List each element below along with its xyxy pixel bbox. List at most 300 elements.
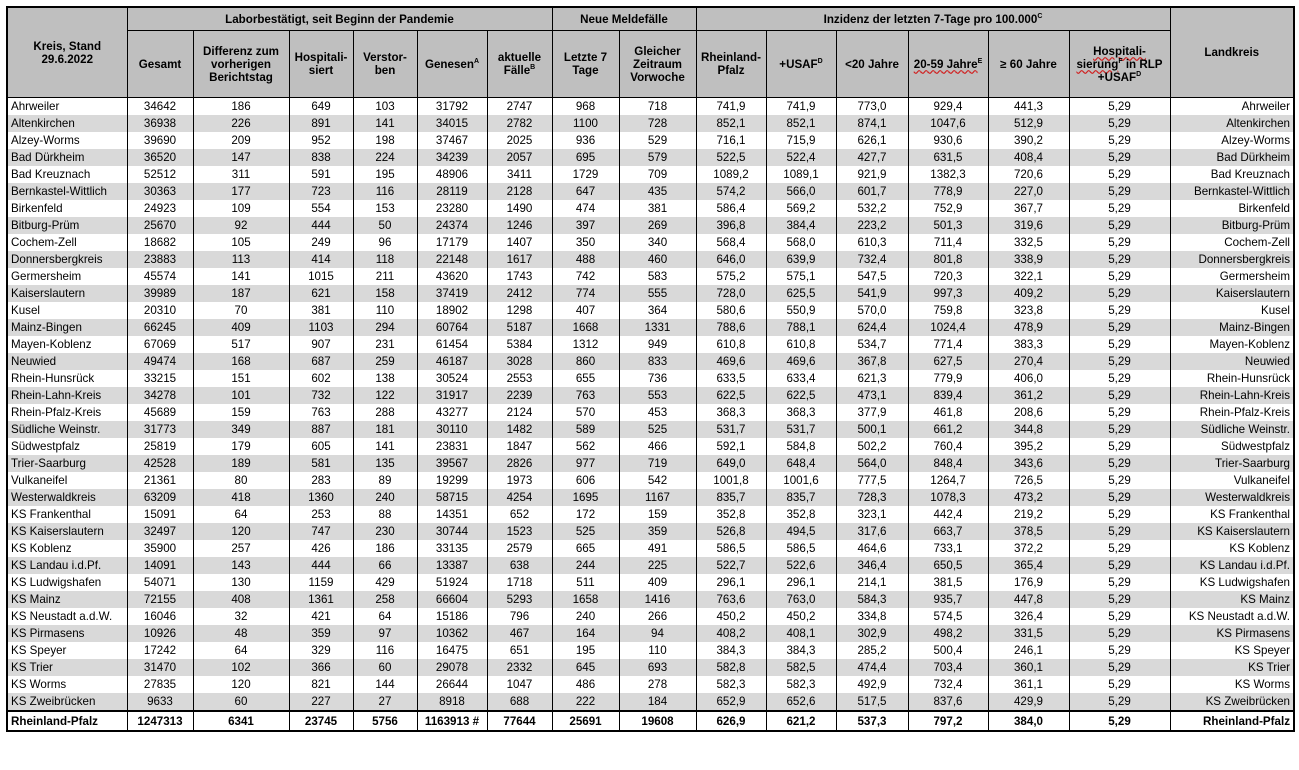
- cell-inzidenz-rlp: 531,7: [696, 421, 766, 438]
- table-row: [7, 659, 1294, 676]
- cell-inzidenz-ueber-60: 361,1: [988, 676, 1069, 693]
- cell-inzidenz-usaf: 1089,1: [766, 166, 836, 183]
- cell-inzidenz-20-59: 501,3: [908, 217, 988, 234]
- cell-genesen: 26644: [417, 676, 487, 693]
- cell-vorwoche: 278: [619, 676, 696, 693]
- cell-inzidenz-usaf: 408,1: [766, 625, 836, 642]
- cell-inzidenz-rlp: 610,8: [696, 336, 766, 353]
- cell-hospitalisiert: 1103: [289, 319, 353, 336]
- header-hospitalisierung: [1069, 31, 1170, 98]
- cell-kreis: Bernkastel-Wittlich: [7, 183, 127, 200]
- cell-inzidenz-20-59: 461,8: [908, 404, 988, 421]
- cell-inzidenz-rlp: 582,8: [696, 659, 766, 676]
- table-row: [7, 285, 1294, 302]
- cell-vorwoche: 525: [619, 421, 696, 438]
- cell-verstorben: 138: [353, 370, 417, 387]
- cell-inzidenz-20-59: 929,4: [908, 98, 988, 116]
- footnote-f: F: [1118, 57, 1123, 65]
- cell-verstorben: 294: [353, 319, 417, 336]
- cell-landkreis: Birkenfeld: [1170, 200, 1294, 217]
- cell-differenz: 517: [193, 336, 289, 353]
- cell-gesamt: 36520: [127, 149, 193, 166]
- header-ueber-60: [988, 31, 1069, 98]
- cell-differenz: 80: [193, 472, 289, 489]
- table-row: [7, 557, 1294, 574]
- cell-genesen: 31792: [417, 98, 487, 116]
- cell-inzidenz-ueber-60: 512,9: [988, 115, 1069, 132]
- cell-letzte-7-tage: 774: [552, 285, 619, 302]
- cell-inzidenz-rlp: 296,1: [696, 574, 766, 591]
- cell-genesen: 15186: [417, 608, 487, 625]
- cell-vorwoche: 583: [619, 268, 696, 285]
- cell-gesamt: 18682: [127, 234, 193, 251]
- cell-landkreis: Rhein-Pfalz-Kreis: [1170, 404, 1294, 421]
- cell-letzte-7-tage: 936: [552, 132, 619, 149]
- cell-inzidenz-unter-20: 285,2: [836, 642, 908, 659]
- cell-genesen: 22148: [417, 251, 487, 268]
- cell-hospitalisierung: 5,29: [1069, 115, 1170, 132]
- cell-verstorben: 240: [353, 489, 417, 506]
- cell-letzte-7-tage: 222: [552, 693, 619, 711]
- cell-landkreis: KS Koblenz: [1170, 540, 1294, 557]
- cell-inzidenz-usaf: 522,4: [766, 149, 836, 166]
- table-row: [7, 234, 1294, 251]
- cell-inzidenz-ueber-60: 365,4: [988, 557, 1069, 574]
- cell-inzidenz-unter-20: 621,3: [836, 370, 908, 387]
- cell-gesamt: 17242: [127, 642, 193, 659]
- table-row: [7, 387, 1294, 404]
- cell-inzidenz-usaf: 531,7: [766, 421, 836, 438]
- cell-gesamt: 45689: [127, 404, 193, 421]
- cell-gesamt: 72155: [127, 591, 193, 608]
- table-row: [7, 217, 1294, 234]
- cell-landkreis: Cochem-Zell: [1170, 234, 1294, 251]
- cell-landkreis: Ahrweiler: [1170, 98, 1294, 116]
- cell-inzidenz-usaf: 715,9: [766, 132, 836, 149]
- cell-inzidenz-rlp: 626,9: [696, 711, 766, 731]
- cell-hospitalisiert: 23745: [289, 711, 353, 731]
- cell-inzidenz-usaf: 648,4: [766, 455, 836, 472]
- header-unter-20-label: <20 Jahre: [845, 57, 899, 71]
- cell-kreis: Germersheim: [7, 268, 127, 285]
- cell-genesen: 23831: [417, 438, 487, 455]
- header-letzte-7-tage-label: Letzte 7 Tage: [563, 51, 608, 77]
- cell-inzidenz-20-59: 574,5: [908, 608, 988, 625]
- cell-hospitalisiert: 821: [289, 676, 353, 693]
- header-20-59: [908, 31, 988, 98]
- header-gesamt: [127, 31, 193, 98]
- cell-kreis: Rhein-Hunsrück: [7, 370, 127, 387]
- cell-inzidenz-20-59: 650,5: [908, 557, 988, 574]
- cell-inzidenz-unter-20: 464,6: [836, 540, 908, 557]
- cell-inzidenz-rlp: 835,7: [696, 489, 766, 506]
- cell-vorwoche: 94: [619, 625, 696, 642]
- cell-aktuelle-faelle: 2124: [487, 404, 552, 421]
- cell-verstorben: 231: [353, 336, 417, 353]
- cell-verstorben: 198: [353, 132, 417, 149]
- header-letzte-7-tage: [552, 31, 619, 98]
- cell-inzidenz-unter-20: 626,1: [836, 132, 908, 149]
- cell-vorwoche: 718: [619, 98, 696, 116]
- cell-genesen: 43277: [417, 404, 487, 421]
- cell-vorwoche: 491: [619, 540, 696, 557]
- cell-hospitalisiert: 732: [289, 387, 353, 404]
- cell-hospitalisierung: 5,29: [1069, 608, 1170, 625]
- cell-inzidenz-unter-20: 547,5: [836, 268, 908, 285]
- cell-inzidenz-rlp: 574,2: [696, 183, 766, 200]
- cell-kreis: Donnersbergkreis: [7, 251, 127, 268]
- cell-inzidenz-20-59: 1078,3: [908, 489, 988, 506]
- cell-inzidenz-unter-20: 537,3: [836, 711, 908, 731]
- cell-hospitalisiert: 621: [289, 285, 353, 302]
- cell-differenz: 141: [193, 268, 289, 285]
- cell-letzte-7-tage: 25691: [552, 711, 619, 731]
- cell-letzte-7-tage: 407: [552, 302, 619, 319]
- cell-hospitalisierung: 5,29: [1069, 506, 1170, 523]
- cell-aktuelle-faelle: 638: [487, 557, 552, 574]
- cell-gesamt: 63209: [127, 489, 193, 506]
- table-row: [7, 693, 1294, 711]
- cell-gesamt: 49474: [127, 353, 193, 370]
- table-row: [7, 489, 1294, 506]
- cell-gesamt: 36938: [127, 115, 193, 132]
- cell-inzidenz-ueber-60: 338,9: [988, 251, 1069, 268]
- cell-hospitalisierung: 5,29: [1069, 421, 1170, 438]
- cell-genesen: 16475: [417, 642, 487, 659]
- cell-inzidenz-usaf: 835,7: [766, 489, 836, 506]
- cell-gesamt: 31470: [127, 659, 193, 676]
- cell-landkreis: KS Ludwigshafen: [1170, 574, 1294, 591]
- cell-inzidenz-unter-20: 474,4: [836, 659, 908, 676]
- cell-landkreis: Rhein-Lahn-Kreis: [1170, 387, 1294, 404]
- header-column-row: [7, 31, 1294, 98]
- cell-differenz: 168: [193, 353, 289, 370]
- cell-aktuelle-faelle: 1407: [487, 234, 552, 251]
- table-row: [7, 302, 1294, 319]
- cell-differenz: 226: [193, 115, 289, 132]
- cell-inzidenz-ueber-60: 478,9: [988, 319, 1069, 336]
- cell-gesamt: 39690: [127, 132, 193, 149]
- cell-inzidenz-unter-20: 223,2: [836, 217, 908, 234]
- cell-landkreis: Germersheim: [1170, 268, 1294, 285]
- cell-genesen: 51924: [417, 574, 487, 591]
- cell-letzte-7-tage: 968: [552, 98, 619, 116]
- cell-aktuelle-faelle: 2553: [487, 370, 552, 387]
- cell-aktuelle-faelle: 1973: [487, 472, 552, 489]
- cell-genesen: 37419: [417, 285, 487, 302]
- header-rheinland-pfalz-label: Rheinland-Pfalz: [701, 51, 761, 77]
- cell-inzidenz-20-59: 930,6: [908, 132, 988, 149]
- cell-aktuelle-faelle: 1617: [487, 251, 552, 268]
- cell-inzidenz-ueber-60: 344,8: [988, 421, 1069, 438]
- cell-genesen: 34239: [417, 149, 487, 166]
- cell-differenz: 92: [193, 217, 289, 234]
- cell-aktuelle-faelle: 77644: [487, 711, 552, 731]
- cell-differenz: 143: [193, 557, 289, 574]
- cell-letzte-7-tage: 397: [552, 217, 619, 234]
- cell-hospitalisierung: 5,29: [1069, 711, 1170, 731]
- cell-vorwoche: 184: [619, 693, 696, 711]
- cell-kreis: Westerwaldkreis: [7, 489, 127, 506]
- cell-genesen: 29078: [417, 659, 487, 676]
- cell-hospitalisierung: 5,29: [1069, 166, 1170, 183]
- cell-landkreis: Südliche Weinstr.: [1170, 421, 1294, 438]
- cell-inzidenz-rlp: 368,3: [696, 404, 766, 421]
- cell-inzidenz-usaf: 469,6: [766, 353, 836, 370]
- cell-differenz: 177: [193, 183, 289, 200]
- header-verstorben-label: Verstor-ben: [363, 51, 407, 77]
- cell-aktuelle-faelle: 2826: [487, 455, 552, 472]
- cell-verstorben: 116: [353, 183, 417, 200]
- cell-landkreis: Bitburg-Prüm: [1170, 217, 1294, 234]
- header-differenz-label: Differenz zum vorherigen Berichtstag: [202, 44, 279, 84]
- cell-differenz: 209: [193, 132, 289, 149]
- cell-gesamt: 1247313: [127, 711, 193, 731]
- cell-landkreis: Donnersbergkreis: [1170, 251, 1294, 268]
- cell-inzidenz-20-59: 778,9: [908, 183, 988, 200]
- cell-hospitalisiert: 952: [289, 132, 353, 149]
- cell-inzidenz-rlp: 728,0: [696, 285, 766, 302]
- table-row: [7, 132, 1294, 149]
- cell-differenz: 257: [193, 540, 289, 557]
- cell-vorwoche: 833: [619, 353, 696, 370]
- footnote-d: D: [817, 57, 823, 65]
- cell-vorwoche: 579: [619, 149, 696, 166]
- cell-verstorben: 211: [353, 268, 417, 285]
- table-row: [7, 200, 1294, 217]
- cell-kreis: Cochem-Zell: [7, 234, 127, 251]
- cell-genesen: 30110: [417, 421, 487, 438]
- cell-hospitalisiert: 891: [289, 115, 353, 132]
- table-row: [7, 319, 1294, 336]
- cell-kreis: KS Mainz: [7, 591, 127, 608]
- cell-letzte-7-tage: 647: [552, 183, 619, 200]
- cell-verstorben: 195: [353, 166, 417, 183]
- cell-gesamt: 21361: [127, 472, 193, 489]
- cell-genesen: 66604: [417, 591, 487, 608]
- cell-vorwoche: 460: [619, 251, 696, 268]
- cell-inzidenz-20-59: 771,4: [908, 336, 988, 353]
- cell-inzidenz-unter-20: 346,4: [836, 557, 908, 574]
- cell-inzidenz-20-59: 848,4: [908, 455, 988, 472]
- cell-genesen: 48906: [417, 166, 487, 183]
- cell-vorwoche: 266: [619, 608, 696, 625]
- cell-inzidenz-usaf: 550,9: [766, 302, 836, 319]
- cell-inzidenz-usaf: 621,2: [766, 711, 836, 731]
- cell-inzidenz-ueber-60: 409,2: [988, 285, 1069, 302]
- table-row: [7, 183, 1294, 200]
- cell-verstorben: 64: [353, 608, 417, 625]
- cell-inzidenz-ueber-60: 395,2: [988, 438, 1069, 455]
- cell-hospitalisiert: 249: [289, 234, 353, 251]
- cell-hospitalisiert: 421: [289, 608, 353, 625]
- cell-hospitalisierung: 5,29: [1069, 132, 1170, 149]
- cell-verstorben: 116: [353, 642, 417, 659]
- cell-inzidenz-ueber-60: 408,4: [988, 149, 1069, 166]
- cell-vorwoche: 466: [619, 438, 696, 455]
- cell-aktuelle-faelle: 1847: [487, 438, 552, 455]
- cell-aktuelle-faelle: 2128: [487, 183, 552, 200]
- cell-differenz: 48: [193, 625, 289, 642]
- cell-inzidenz-rlp: 763,6: [696, 591, 766, 608]
- cell-gesamt: 16046: [127, 608, 193, 625]
- cell-letzte-7-tage: 977: [552, 455, 619, 472]
- cell-gesamt: 9633: [127, 693, 193, 711]
- cell-hospitalisierung: 5,29: [1069, 387, 1170, 404]
- cell-inzidenz-20-59: 759,8: [908, 302, 988, 319]
- cell-genesen: 19299: [417, 472, 487, 489]
- cell-vorwoche: 1167: [619, 489, 696, 506]
- cell-differenz: 120: [193, 676, 289, 693]
- cell-inzidenz-unter-20: 473,1: [836, 387, 908, 404]
- cell-inzidenz-unter-20: 214,1: [836, 574, 908, 591]
- cell-hospitalisiert: 1361: [289, 591, 353, 608]
- cell-letzte-7-tage: 511: [552, 574, 619, 591]
- cell-inzidenz-usaf: 586,5: [766, 540, 836, 557]
- header-group-inzidenz-label: Inzidenz der letzten 7-Tage pro 100.000: [823, 12, 1038, 26]
- cell-hospitalisierung: 5,29: [1069, 234, 1170, 251]
- cell-hospitalisierung: 5,29: [1069, 302, 1170, 319]
- header-vorwoche: [619, 31, 696, 98]
- cell-verstorben: 224: [353, 149, 417, 166]
- cell-inzidenz-usaf: 741,9: [766, 98, 836, 116]
- cell-kreis: Kaiserslautern: [7, 285, 127, 302]
- header-20-59-label: 20-59 Jahre: [913, 57, 978, 71]
- cell-verstorben: 141: [353, 438, 417, 455]
- cell-inzidenz-usaf: 566,0: [766, 183, 836, 200]
- cell-differenz: 60: [193, 693, 289, 711]
- cell-vorwoche: 728: [619, 115, 696, 132]
- cell-inzidenz-rlp: 592,1: [696, 438, 766, 455]
- cell-aktuelle-faelle: 688: [487, 693, 552, 711]
- cell-aktuelle-faelle: 4254: [487, 489, 552, 506]
- cell-inzidenz-usaf: 384,4: [766, 217, 836, 234]
- cell-inzidenz-unter-20: 532,2: [836, 200, 908, 217]
- cell-hospitalisierung: 5,29: [1069, 183, 1170, 200]
- cell-inzidenz-unter-20: 570,0: [836, 302, 908, 319]
- cell-hospitalisierung: 5,29: [1069, 200, 1170, 217]
- cell-hospitalisiert: 1015: [289, 268, 353, 285]
- cell-inzidenz-unter-20: 377,9: [836, 404, 908, 421]
- cell-genesen: 1163913 #: [417, 711, 487, 731]
- cell-kreis: Trier-Saarburg: [7, 455, 127, 472]
- cell-gesamt: 54071: [127, 574, 193, 591]
- cell-hospitalisiert: 687: [289, 353, 353, 370]
- cell-inzidenz-usaf: 296,1: [766, 574, 836, 591]
- table-row: [7, 506, 1294, 523]
- footnote-b: B: [530, 64, 536, 72]
- cell-inzidenz-usaf: 639,9: [766, 251, 836, 268]
- cell-verstorben: 153: [353, 200, 417, 217]
- cell-differenz: 408: [193, 591, 289, 608]
- cell-inzidenz-unter-20: 921,9: [836, 166, 908, 183]
- cell-inzidenz-usaf: 450,2: [766, 608, 836, 625]
- header-usaf: [766, 31, 836, 98]
- table-row: [7, 574, 1294, 591]
- cell-hospitalisierung: 5,29: [1069, 370, 1170, 387]
- table-row: [7, 336, 1294, 353]
- cell-hospitalisiert: 414: [289, 251, 353, 268]
- cell-genesen: 37467: [417, 132, 487, 149]
- cell-verstorben: 5756: [353, 711, 417, 731]
- cell-hospitalisierung: 5,29: [1069, 438, 1170, 455]
- cell-letzte-7-tage: 474: [552, 200, 619, 217]
- cell-genesen: 58715: [417, 489, 487, 506]
- cell-gesamt: 25670: [127, 217, 193, 234]
- cell-differenz: 159: [193, 404, 289, 421]
- cell-aktuelle-faelle: 2412: [487, 285, 552, 302]
- cell-inzidenz-20-59: 797,2: [908, 711, 988, 731]
- cell-inzidenz-rlp: 384,3: [696, 642, 766, 659]
- cell-hospitalisierung: 5,29: [1069, 625, 1170, 642]
- cell-kreis: Rhein-Pfalz-Kreis: [7, 404, 127, 421]
- cell-inzidenz-usaf: 352,8: [766, 506, 836, 523]
- cell-inzidenz-20-59: 1382,3: [908, 166, 988, 183]
- cell-vorwoche: 542: [619, 472, 696, 489]
- cell-aktuelle-faelle: 2747: [487, 98, 552, 116]
- cell-verstorben: 135: [353, 455, 417, 472]
- cell-gesamt: 14091: [127, 557, 193, 574]
- cell-landkreis: KS Trier: [1170, 659, 1294, 676]
- cell-differenz: 101: [193, 387, 289, 404]
- cell-inzidenz-rlp: 352,8: [696, 506, 766, 523]
- total-row: [7, 711, 1294, 731]
- cell-inzidenz-unter-20: 777,5: [836, 472, 908, 489]
- cell-kreis: Rhein-Lahn-Kreis: [7, 387, 127, 404]
- cell-gesamt: 31773: [127, 421, 193, 438]
- cell-inzidenz-unter-20: 502,2: [836, 438, 908, 455]
- cell-differenz: 105: [193, 234, 289, 251]
- cell-letzte-7-tage: 860: [552, 353, 619, 370]
- cell-hospitalisiert: 426: [289, 540, 353, 557]
- cell-differenz: 64: [193, 506, 289, 523]
- cell-inzidenz-20-59: 703,4: [908, 659, 988, 676]
- cell-inzidenz-rlp: 788,6: [696, 319, 766, 336]
- cell-letzte-7-tage: 645: [552, 659, 619, 676]
- cell-letzte-7-tage: 1312: [552, 336, 619, 353]
- cell-vorwoche: 19608: [619, 711, 696, 731]
- cell-letzte-7-tage: 562: [552, 438, 619, 455]
- header-group-inzidenz: [696, 7, 1170, 31]
- cell-inzidenz-unter-20: 323,1: [836, 506, 908, 523]
- cell-aktuelle-faelle: 3411: [487, 166, 552, 183]
- cell-aktuelle-faelle: 2057: [487, 149, 552, 166]
- cell-hospitalisiert: 605: [289, 438, 353, 455]
- cell-inzidenz-rlp: 568,4: [696, 234, 766, 251]
- cell-verstorben: 259: [353, 353, 417, 370]
- cell-kreis: KS Worms: [7, 676, 127, 693]
- cell-kreis: KS Ludwigshafen: [7, 574, 127, 591]
- cell-inzidenz-unter-20: 601,7: [836, 183, 908, 200]
- cell-letzte-7-tage: 350: [552, 234, 619, 251]
- cell-inzidenz-usaf: 622,5: [766, 387, 836, 404]
- cell-verstorben: 181: [353, 421, 417, 438]
- cell-letzte-7-tage: 695: [552, 149, 619, 166]
- cell-hospitalisiert: 591: [289, 166, 353, 183]
- cell-vorwoche: 949: [619, 336, 696, 353]
- cell-inzidenz-unter-20: 541,9: [836, 285, 908, 302]
- cell-inzidenz-usaf: 584,8: [766, 438, 836, 455]
- cell-inzidenz-rlp: 469,6: [696, 353, 766, 370]
- cell-hospitalisierung: 5,29: [1069, 268, 1170, 285]
- cell-kreis: Bad Kreuznach: [7, 166, 127, 183]
- cell-aktuelle-faelle: 651: [487, 642, 552, 659]
- cell-differenz: 102: [193, 659, 289, 676]
- cell-aktuelle-faelle: 652: [487, 506, 552, 523]
- table-row: [7, 149, 1294, 166]
- cell-vorwoche: 435: [619, 183, 696, 200]
- cell-genesen: 34015: [417, 115, 487, 132]
